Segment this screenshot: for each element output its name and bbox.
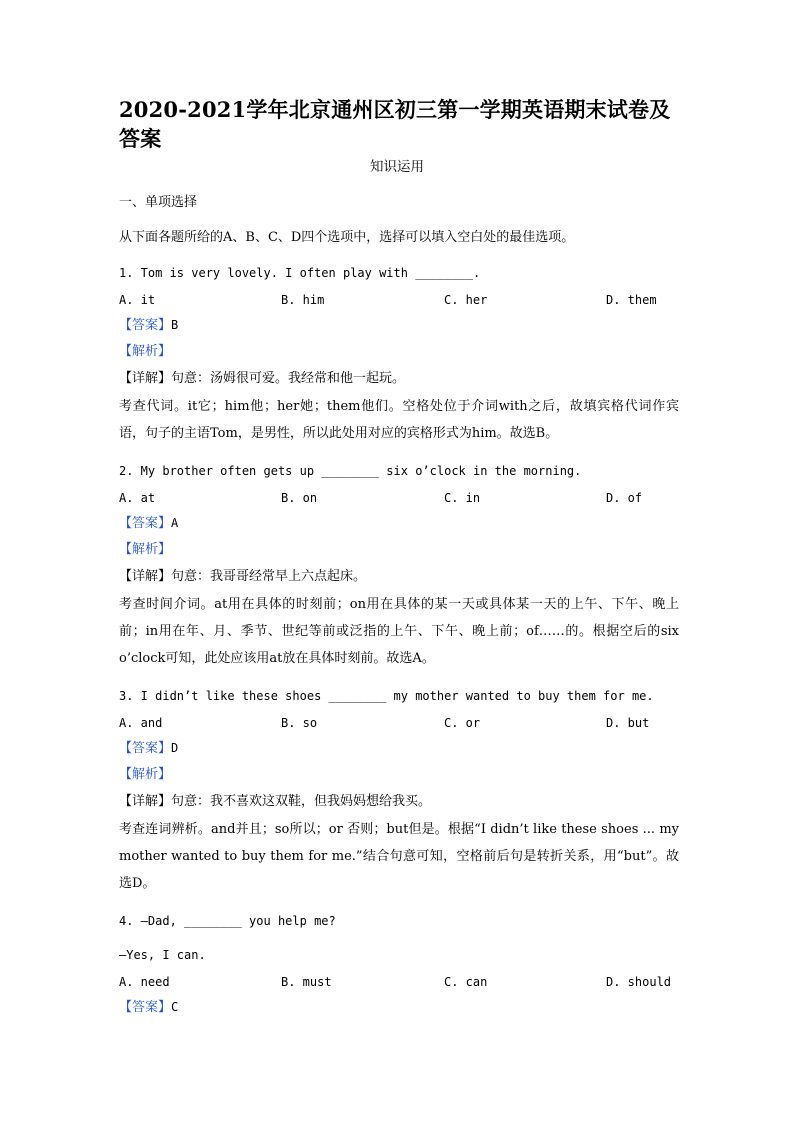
question-reply-4: —Yes, I can. bbox=[119, 948, 206, 962]
option-c: C. can bbox=[444, 975, 488, 989]
options-row-4 bbox=[119, 973, 679, 991]
analysis-line-1 bbox=[119, 343, 679, 361]
question-stem-2: 2. My brother often gets up ________ six o’clock in the morning. bbox=[119, 464, 582, 478]
option-b: B. on bbox=[281, 491, 318, 505]
detail-line-3 bbox=[119, 793, 679, 811]
answer-line-4 bbox=[119, 998, 679, 1017]
option-d: D. but bbox=[606, 716, 650, 730]
instruction-text: 从下面各题所给的A、B、C、D四个选项中，选择可以填入空白处的最佳选项。 bbox=[119, 230, 575, 245]
answer-tag: 【答案】 bbox=[119, 741, 172, 756]
answer-line-1 bbox=[119, 316, 679, 335]
analysis-tag: 【解析】 bbox=[119, 542, 172, 557]
option-a: A. it bbox=[119, 293, 156, 307]
part-heading: 知识运用 bbox=[370, 159, 424, 175]
answer-tag: 【答案】 bbox=[119, 318, 172, 333]
page-title: 2020-2021学年北京通州区初三第一学期英语期末试卷及答案 bbox=[119, 97, 671, 151]
option-c: C. her bbox=[444, 293, 488, 307]
answer-value: B bbox=[171, 318, 179, 332]
detail-tag: 【详解】 bbox=[119, 371, 172, 386]
analysis-tag: 【解析】 bbox=[119, 767, 172, 782]
question-stem-4: 4. —Dad, ________ you help me? bbox=[119, 914, 336, 928]
explanation-2: 考查时间介词。at用在具体的时刻前；on用在具体的某一天或具体某一天的上午、下午、晚上前；in用在年、月、季节、世纪等前或泛指的上午、下午、晚上前；of……的。根据空后的six o’clock可知，此处应该用at放在具体时刻前。故选A。 bbox=[119, 597, 679, 666]
answer-value: C bbox=[171, 1000, 179, 1014]
option-d: D. should bbox=[606, 975, 672, 989]
detail-line-2 bbox=[119, 568, 679, 586]
detail-text: 句意：我哥哥经常早上六点起床。 bbox=[171, 569, 367, 584]
options-row-1 bbox=[119, 291, 679, 309]
section-heading: 一、单项选择 bbox=[119, 195, 198, 210]
option-c: C. or bbox=[444, 716, 481, 730]
option-d: D. of bbox=[606, 491, 643, 505]
detail-tag: 【详解】 bbox=[119, 569, 172, 584]
options-row-3 bbox=[119, 714, 679, 732]
detail-text: 句意：我不喜欢这双鞋，但我妈妈想给我买。 bbox=[171, 794, 432, 809]
option-a: A. need bbox=[119, 975, 170, 989]
detail-text: 句意：汤姆很可爱。我经常和他一起玩。 bbox=[171, 371, 406, 386]
options-row-2 bbox=[119, 489, 679, 507]
analysis-tag: 【解析】 bbox=[119, 344, 172, 359]
option-a: A. and bbox=[119, 716, 163, 730]
answer-value: D bbox=[171, 741, 179, 755]
option-b: B. him bbox=[281, 293, 325, 307]
option-b: B. must bbox=[281, 975, 332, 989]
question-stem-3: 3. I didn’t like these shoes ________ my mother wanted to buy them for me. bbox=[119, 689, 654, 703]
explanation-3: 考查连词辨析。and并且；so所以；or 否则；but但是。根据“I didn’t like these shoes ... my mother wanted to buy them for me.”结合句意可知，空格前后句是转折关系，用“but”。故选D。 bbox=[119, 822, 679, 891]
option-d: D. them bbox=[606, 293, 657, 307]
option-a: A. at bbox=[119, 491, 156, 505]
answer-tag: 【答案】 bbox=[119, 516, 172, 531]
analysis-line-3 bbox=[119, 766, 679, 784]
answer-tag: 【答案】 bbox=[119, 1000, 172, 1015]
option-b: B. so bbox=[281, 716, 318, 730]
answer-line-3 bbox=[119, 739, 679, 758]
option-c: C. in bbox=[444, 491, 481, 505]
question-stem-1: 1. Tom is very lovely. I often play with ________. bbox=[119, 266, 481, 280]
explanation-1: 考查代词。it它；him他；her她；them他们。空格处位于介词with之后，故填宾格代词作宾语，句子的主语Tom，是男性，所以此处用对应的宾格形式为him。故选B。 bbox=[119, 399, 679, 441]
answer-line-2 bbox=[119, 514, 679, 533]
analysis-line-2 bbox=[119, 541, 679, 559]
detail-tag: 【详解】 bbox=[119, 794, 172, 809]
answer-value: A bbox=[171, 516, 179, 530]
detail-line-1 bbox=[119, 370, 679, 388]
